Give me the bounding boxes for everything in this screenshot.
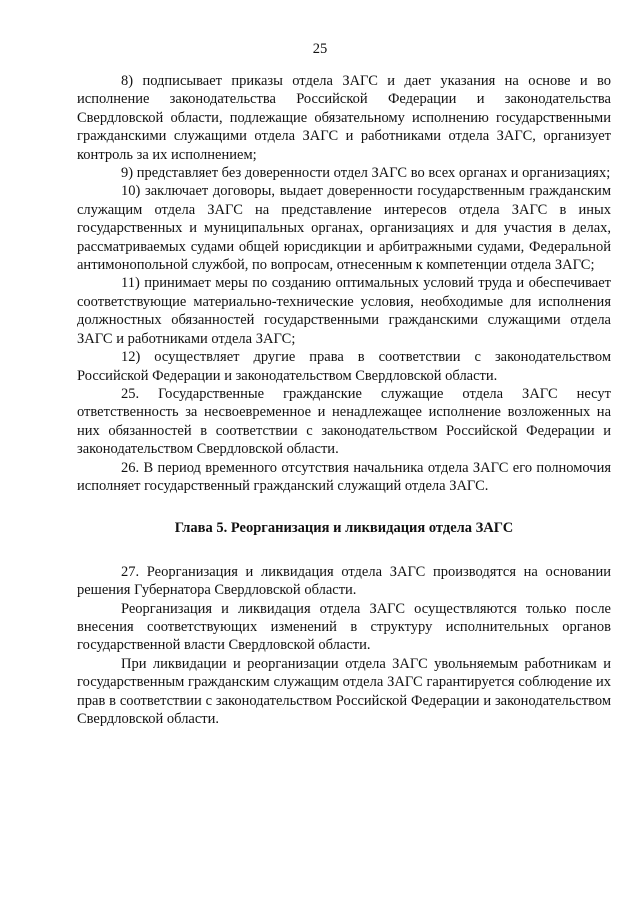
paragraph-item-9: 9) представляет без доверенности отдел ЗАГС во всех органах и организациях;: [121, 165, 611, 182]
paragraph-employee-guarantees: При ликвидации и реорганизации отдела ЗАГС увольняемым работникам и государственным гражданским служащим отдела ЗАГС гарантируется соблюдение их прав в соответствии с законодательством Российской Федерации и законодательством Свердловской области.: [77, 655, 611, 727]
paragraph-item-12: 12) осуществляет другие права в соответствии с законодательством Российской Федерации и законодательством Свердловской области.: [77, 349, 611, 384]
paragraph-item-10: 10) заключает договоры, выдает доверенности государственным гражданским служащим отдела ЗАГС на представление интересов отдела ЗАГС в иных государственных и муниципальных органах, организациях и для участия в делах, рассматриваемых судами общей юрисдикции и арбитражными судами, Федеральной антимонопольной службой, по вопросам, отнесенным к компетенции отдела ЗАГС;: [77, 183, 611, 274]
paragraph-clause-27: 27. Реорганизация и ликвидация отдела ЗАГС производятся на основании решения Губернатора Свердловской области.: [77, 563, 611, 599]
chapter-heading: Глава 5. Реорганизация и ликвидация отдела ЗАГС: [174, 520, 514, 537]
paragraph-item-11: 11) принимает меры по созданию оптимальных условий труда и обеспечивает соответствующие материально-технические условия, необходимые для исполнения должностных обязанностей государственными гражданскими служащими отдела ЗАГС и работниками отдела ЗАГС;: [77, 275, 611, 347]
paragraph-reorganization-conditions: Реорганизация и ликвидация отдела ЗАГС осуществляются только после внесения соответствующих изменений в структуру исполнительных органов государственной власти Свердловской области.: [77, 600, 611, 654]
document-body: [77, 72, 611, 728]
page-number: 25: [312, 41, 328, 57]
paragraph-clause-26: 26. В период временного отсутствия начальника отдела ЗАГС его полномочия исполняет государственный гражданский служащий отдела ЗАГС.: [77, 459, 611, 494]
paragraph-clause-25: 25. Государственные гражданские служащие отдела ЗАГС несут ответственность за несвоевременное и ненадлежащее исполнение возложенных на них обязанностей в соответствии с законодательством Российской Федерации и законодательством Свердловской области.: [77, 385, 611, 458]
paragraph-item-8: 8) подписывает приказы отдела ЗАГС и дает указания на основе и во исполнение законодательства Российской Федерации и законодательства Свердловской области, подлежащие обязательному исполнению государственными гражданскими служащими отдела ЗАГС и работниками отдела ЗАГС, организует контроль за их исполнением;: [77, 73, 611, 163]
